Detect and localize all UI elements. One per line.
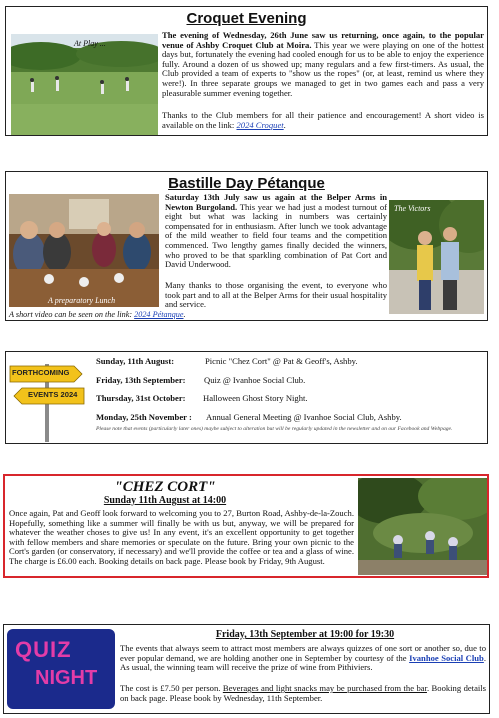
event-desc: Halloween Ghost Story Night. [203,393,308,403]
chez-body: Once again, Pat and Geoff look forward to welcoming you to 27, Burton Road, Ashby-de-la-Zouch. Hopefully, something like a summer will finally be with us but, anyway, we will be prepared for whatever the weather choses to give us! In any event, it's an excellent opportunity to get together with fellow members and share memories or speculate on the future. Bring your own picnic to the Cort's garden (or conservatory, if necessary) and we'll provide the coffee or tea and a glass of wine. The charge is £6.00 each. Booking details on back page. Please book by Friday, 9th August. [9,508,354,566]
croquet-paragraph-1 [162,31,484,98]
quiz-night-logo [7,629,115,709]
forthcoming-section [5,351,488,444]
bastille-link-end: . [183,310,186,319]
croquet-video-link[interactable]: 2024 Croquet [236,119,284,130]
croquet-section [5,6,488,136]
quiz-p1-start: The events that always seem to attract most members are always quizzes of one sort or another so, due to ever popular demand, we are holding another one in September by courtesy of the [120,643,486,663]
quiz-section [3,624,490,714]
quiz-p2-underline: Beverages and light snacks may be purchased from the bar [222,683,427,693]
quiz-logo-bottom: NIGHT [35,667,98,689]
quiz-p1-end: . As usual, the winning team will receive the prize of wine from Pithiviers. [120,652,486,673]
bastille-video-link[interactable]: 2024 Pétanque [134,310,184,319]
victors-caption: The Victors [394,204,431,213]
bastille-title: Bastille Day Pétanque [168,175,325,192]
croquet-paragraph-2 [162,111,484,130]
event-row [96,393,186,403]
quiz-title: Friday, 13th September at 19:00 for 19:30 [215,629,395,640]
event-date: Monday, 25th November : [96,412,192,422]
croquet-body: This year we were playing on one of the hottest days but, fortunately the evening had cooled enough for us to be able to enjoy the experience fully. Around a dozen of us showed up; many regulars and a few first-timers. As usual, the Club provided a team of experts to "show us the ropes" (or, at least, remind us where they were!). In three separate groups we managed to get in two games each and pass a very pleasurable summer evening together. [162,39,484,98]
croquet-thanks: Thanks to the Club members for all their patience and encouragement! A short video is available on the link: [162,110,484,130]
croquet-lead: The evening of Wednesday, 26th June saw us returning, once again, to the popular venue of Ashby Croquet Club at Moira. [162,30,484,50]
croquet-link-end: . [283,119,286,130]
lunch-image [9,194,159,307]
garden-image [358,478,487,575]
event-row [96,375,186,385]
ivanhoe-link[interactable]: Ivanhoe Social Club [409,652,484,663]
croquet-photo-caption: At Play ... [74,39,106,48]
sign-events-label: EVENTS 2024 [28,390,78,399]
lunch-caption: A preparatory Lunch [48,296,116,305]
quiz-logo-top: QUIZ [15,637,72,662]
bastille-section [5,171,488,321]
forthcoming-note: Please note that events (particularly later ones) maybe subject to alteration but will be regularly updated in the newsletter and on our Facebook and Webpage. [96,426,453,432]
bastille-video-text: A short video can be seen on the link: [9,310,135,319]
chez-title: "CHEZ CORT" [114,479,216,495]
bastille-thanks: Many thanks to those organising the event, to everyone who took part and to all at the Belper Arms for their usual hospitality and service. [165,280,387,310]
bastille-body: This year we had just a modest turnout of eight but what was lacking in numbers was certainly compensated for in enthusiasm. After lunch we took advantage of the mild weather to field four teams and the competition commenced. Two lengthy games finally decided the winners, who proved to be that sparkling combination of Pat Cort and David Underwood. [165,201,388,270]
bastille-paragraph-2 [165,281,387,310]
croquet-lawn-image [11,34,158,135]
quiz-p2-end: . Booking details on back page. Please book by Wednesday, 11th September. [120,683,486,703]
chez-garden-photo [358,478,487,575]
bastille-lunch-photo [9,194,159,307]
event-row [96,356,174,366]
quiz-p2-start: The cost is £7.50 per person. [120,683,223,693]
event-desc: Quiz @ Ivanhoe Social Club. [204,375,306,385]
quiz-paragraph-2 [120,684,486,703]
event-desc: Annual General Meeting @ Ivanhoe Social Club, Ashby. [206,412,402,422]
bastille-paragraph-1 [165,193,387,270]
sign-forthcoming-label: FORTHCOMING [12,368,70,377]
bastille-video-line [9,310,409,320]
croquet-title: Croquet Evening [186,10,307,27]
quiz-paragraph-1 [120,644,486,673]
chez-cort-section [3,474,489,578]
event-date: Thursday, 31st October: [96,393,186,403]
croquet-photo [11,34,158,135]
event-desc: Picnic "Chez Cort" @ Pat & Geoff's, Ashby. [205,356,358,366]
event-row [96,412,192,422]
bastille-lead: Saturday 13th July saw us again at the Belper Arms in Newton Burgoland. [165,192,387,212]
bastille-victors-photo [389,200,484,314]
chez-subtitle: Sunday 11th August at 14:00 [103,495,227,506]
event-date: Friday, 13th September: [96,375,186,385]
victors-image [389,200,484,314]
event-date: Sunday, 11th August: [96,356,175,366]
